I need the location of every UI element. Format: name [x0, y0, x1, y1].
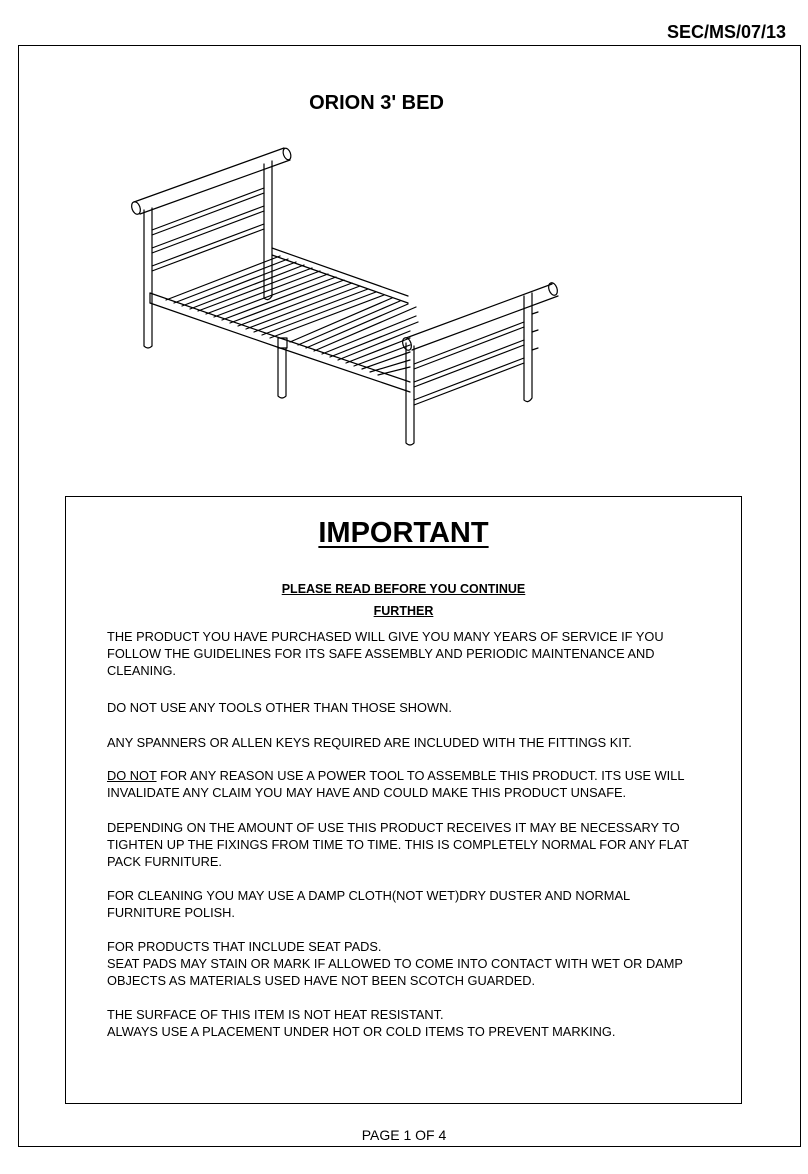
read-before-heading: PLEASE READ BEFORE YOU CONTINUE [281, 582, 526, 596]
footboard [401, 282, 559, 445]
paragraph-service: THE PRODUCT YOU HAVE PURCHASED WILL GIVE YOU MANY YEARS OF SERVICE IF YOU FOLLOW THE GUIDELINES FOR ITS SAFE ASSEMBLY AND PERIODIC MAINTENANCE AND CLEANING. [107, 629, 664, 678]
paragraph-cleaning: FOR CLEANING YOU MAY USE A DAMP CLOTH(NOT WET)DRY DUSTER AND NORMAL FURNITURE POLISH. [107, 888, 630, 920]
paragraph-power-tools [107, 767, 707, 801]
product-title: ORION 3' BED [309, 92, 444, 114]
headboard [130, 147, 292, 348]
paragraph-tools: DO NOT USE ANY TOOLS OTHER THAN THOSE SHOWN. [107, 700, 452, 715]
important-heading: IMPORTANT [318, 517, 489, 549]
read-before-heading-continued: FURTHER [373, 604, 434, 618]
paragraph-spanners: ANY SPANNERS OR ALLEN KEYS REQUIRED ARE INCLUDED WITH THE FITTINGS KIT. [107, 735, 632, 750]
paragraph-power-tools-text: FOR ANY REASON USE A POWER TOOL TO ASSEMBLE THIS PRODUCT. ITS USE WILL INVALIDATE ANY CLAIM YOU MAY HAVE AND COULD MAKE THIS PRODUCT UNSAFE. [107, 768, 684, 800]
placement-advice: ALWAYS USE A PLACEMENT UNDER HOT OR COLD ITEMS TO PREVENT MARKING. [107, 1024, 616, 1039]
do-not-emphasis: DO NOT [107, 768, 157, 783]
important-notice [65, 496, 742, 1104]
paragraph-heat [107, 1006, 707, 1040]
heat-warning: THE SURFACE OF THIS ITEM IS NOT HEAT RESISTANT. [107, 1007, 444, 1022]
paragraph-tighten-fixings: DEPENDING ON THE AMOUNT OF USE THIS PRODUCT RECEIVES IT MAY BE NECESSARY TO TIGHTEN UP THE FIXINGS FROM TIME TO TIME. THIS IS COMPLETELY NORMAL FOR ANY FLAT PACK FURNITURE. [107, 820, 689, 869]
page-number: PAGE 1 OF 4 [361, 1127, 447, 1143]
frame-rails [150, 248, 418, 398]
document-code: SEC/MS/07/13 [666, 22, 786, 42]
seat-pads-intro: FOR PRODUCTS THAT INCLUDE SEAT PADS. [107, 939, 382, 954]
paragraph-seat-pads [107, 938, 707, 989]
bed-illustration [120, 138, 560, 453]
seat-pads-warning: SEAT PADS MAY STAIN OR MARK IF ALLOWED TO COME INTO CONTACT WITH WET OR DAMP OBJECTS AS MATERIALS USED HAVE NOT BEEN SCOTCH GUARDED. [107, 956, 683, 988]
